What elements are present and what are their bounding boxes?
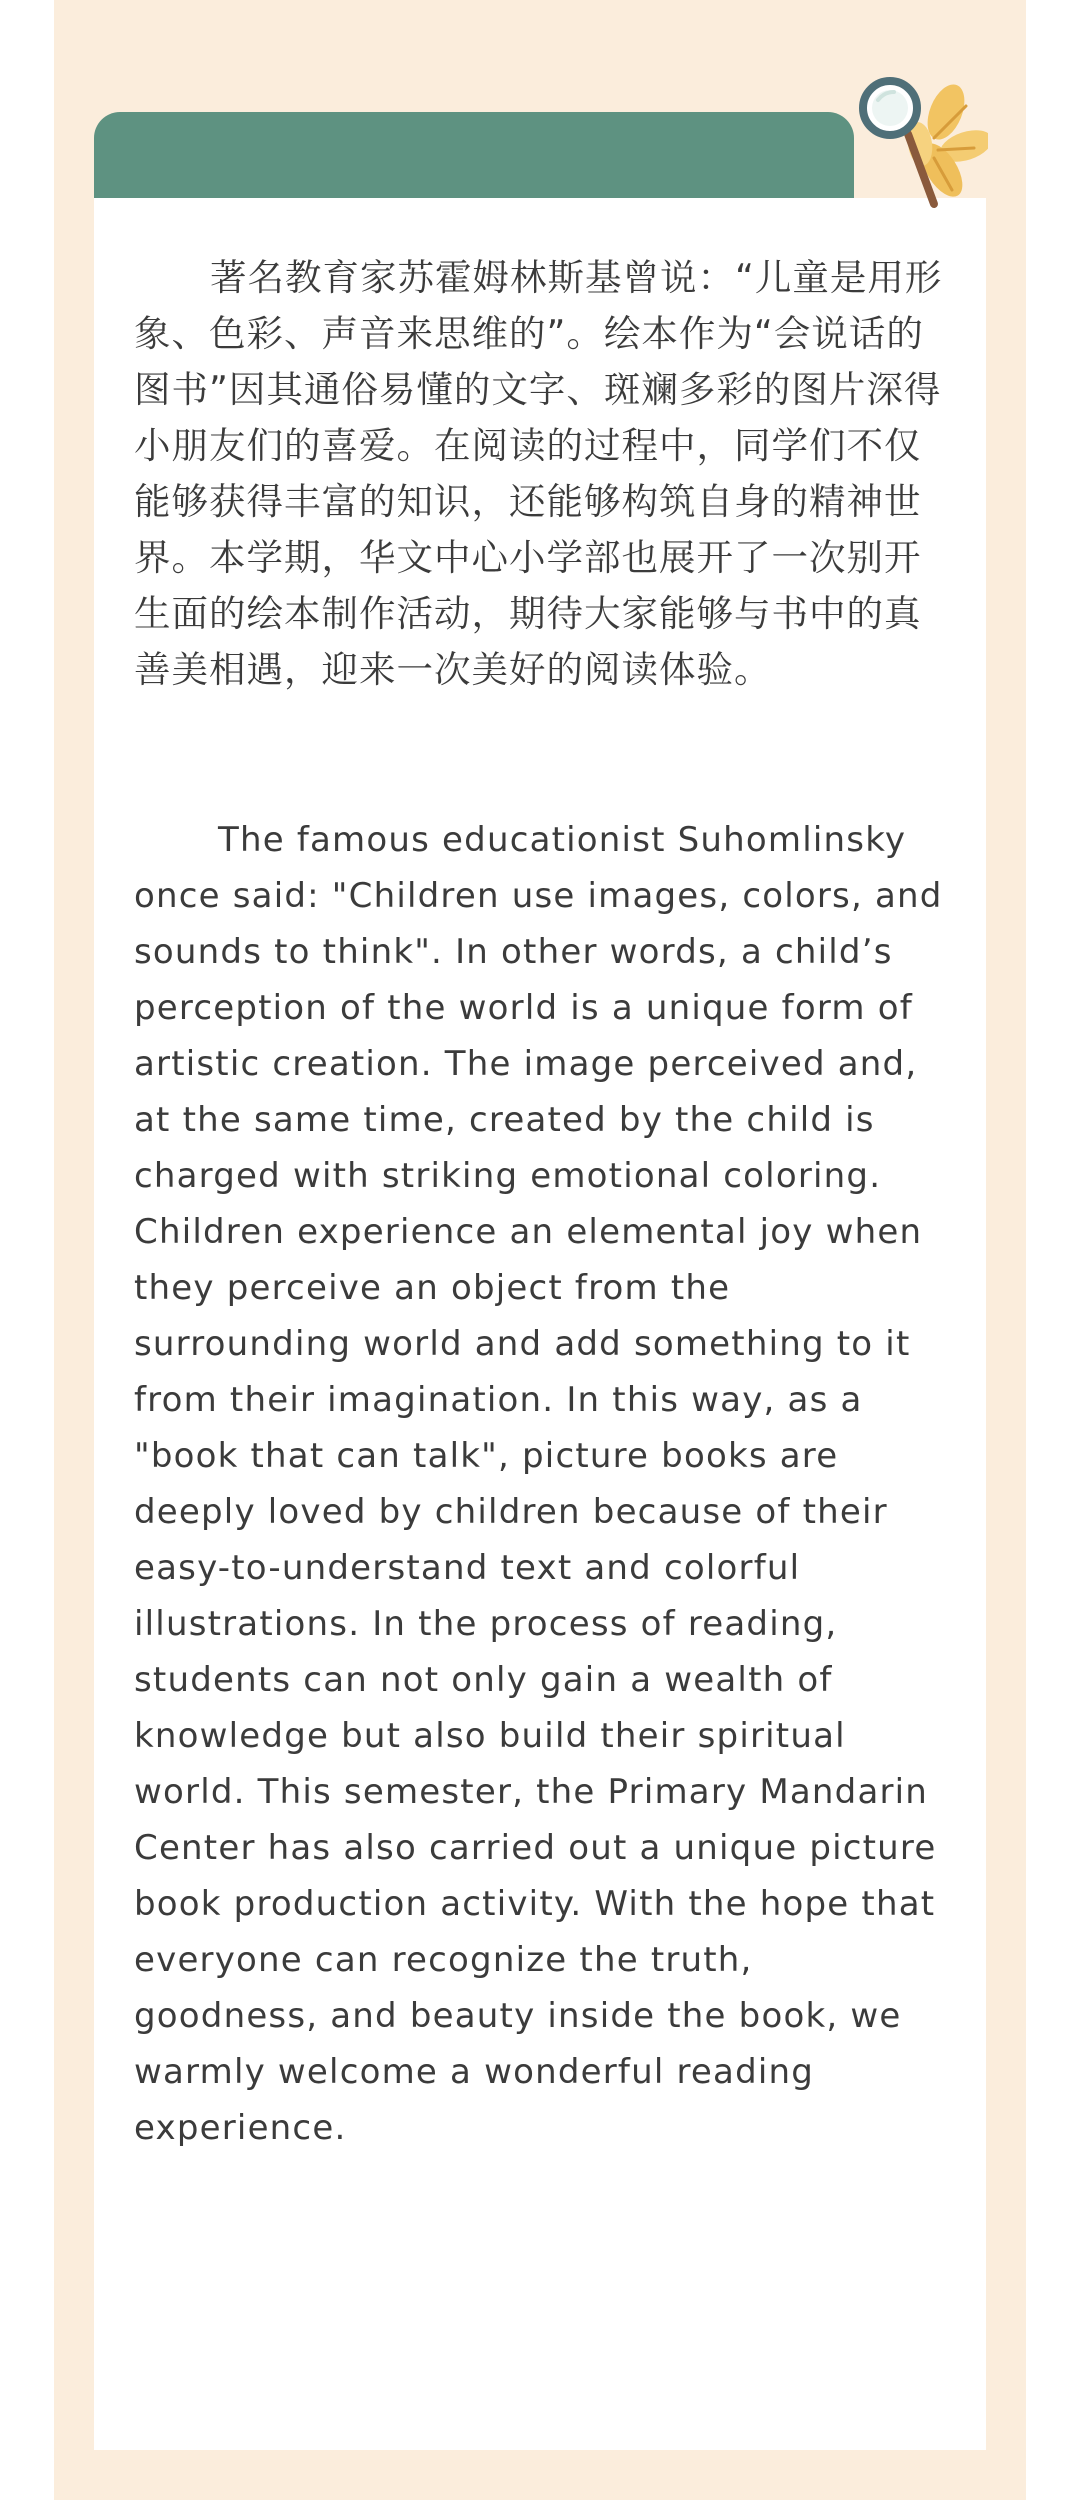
card-header-bar xyxy=(94,112,854,200)
magnifier-with-leaves-icon xyxy=(838,66,988,214)
english-paragraph: The famous educationist Suhomlinsky once said: "Children use images, colors, and sounds to think". In other words, a child’s perception of the world is a unique form of artistic creation. The image perceived and, at the same time, created by the child is charged with striking emotional coloring. Children experience an elemental joy when they perceive an object from the surrounding world and add something to it from their imagination. In this way, as a "book that can talk", picture books are deeply loved by children because of their easy-to-understand text and colorful illustrations. In the process of reading, students can not only gain a wealth of knowledge but also build their spiritual world. This semester, the Primary Mandarin Center has also carried out a unique picture book production activity. With the hope that everyone can recognize the truth, goodness, and beauty inside the book, we warmly welcome a wonderful reading experience. xyxy=(134,820,943,2148)
chinese-paragraph: 著名教育家苏霍姆林斯基曾说：“儿童是用形象、色彩、声音来思维的”。绘本作为“会说话的图书”因其通俗易懂的文字、斑斓多彩的图片深得小朋友们的喜爱。在阅读的过程中，同学们不仅能够获得丰富的知识，还能够构筑自身的精神世界。本学期，华文中心小学部也展开了一次别开生面的绘本制作活动，期待大家能够与书中的真善美相遇，迎来一次美好的阅读体验。 xyxy=(134,256,943,691)
